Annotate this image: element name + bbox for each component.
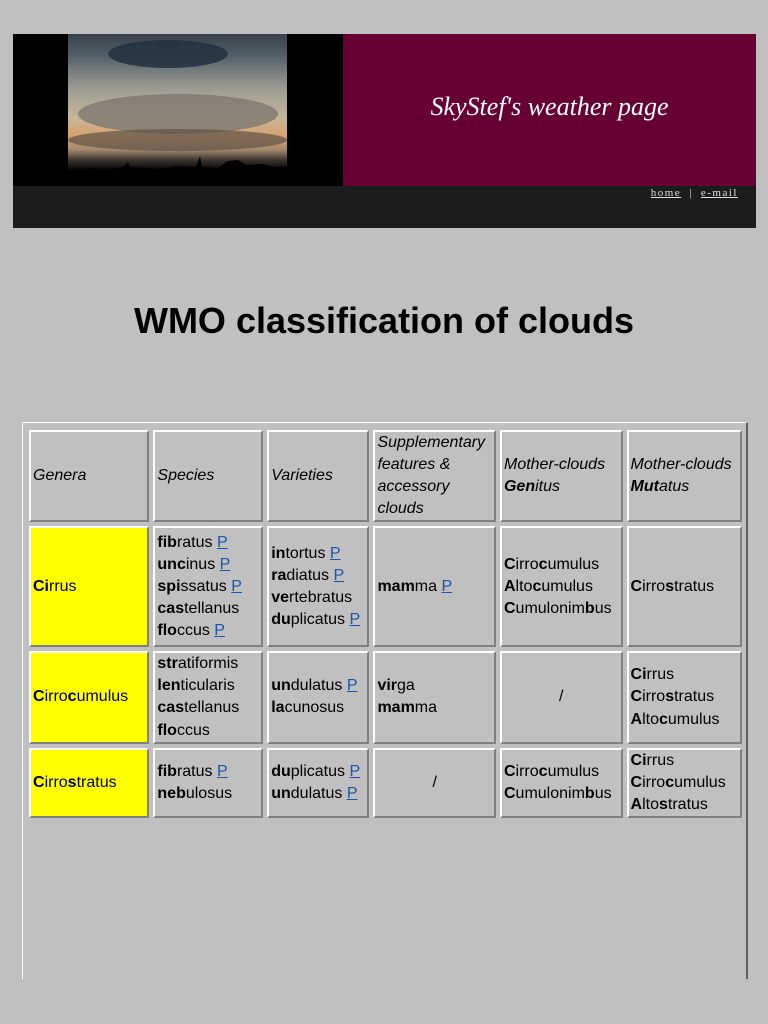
list-item: Cirrostratus bbox=[630, 577, 715, 595]
table-row-cirrocumulus bbox=[29, 651, 742, 743]
header-photo bbox=[68, 34, 287, 186]
list-item: lenticularis bbox=[157, 677, 235, 695]
list-item: Cirrostratus bbox=[630, 688, 715, 706]
nav-bar bbox=[13, 186, 756, 228]
mutatus-cell bbox=[627, 651, 742, 743]
list-item: castellanus bbox=[157, 599, 240, 617]
list-item: Cumulonimbus bbox=[503, 784, 612, 802]
genitus-cell: / bbox=[500, 651, 623, 743]
list-item: Cirrocumulus bbox=[630, 773, 726, 791]
list-item: Altocumulus bbox=[503, 577, 593, 595]
table-header-row bbox=[29, 430, 742, 522]
genitus-cell bbox=[500, 748, 623, 818]
list-item: undulatus P bbox=[271, 677, 358, 695]
list-item: Cumulonimbus bbox=[503, 599, 612, 617]
photo-link[interactable]: P bbox=[329, 544, 341, 562]
supplementary-cell bbox=[373, 651, 496, 743]
photo-link[interactable]: P bbox=[216, 762, 228, 780]
species-cell bbox=[153, 748, 263, 818]
list-item: floccus bbox=[157, 721, 210, 739]
header-mother-clouds-mutatus: Mother-clouds Mutatus bbox=[627, 430, 742, 522]
header-supplementary: Supplementary features & accessory clouds bbox=[373, 430, 496, 522]
photo-link[interactable]: P bbox=[349, 610, 361, 628]
list-item: Altocumulus bbox=[630, 710, 720, 728]
varieties-cell bbox=[267, 748, 369, 818]
photo-link[interactable]: P bbox=[231, 577, 242, 595]
table-row-cirrostratus bbox=[29, 748, 742, 818]
list-item: fibratus P bbox=[157, 533, 228, 551]
cloud-classification-table bbox=[25, 426, 746, 822]
list-item: Cirrocumulus bbox=[503, 555, 600, 573]
photo-link[interactable]: P bbox=[216, 533, 228, 551]
header-mother-clouds-genitus: Mother-clouds Genitus bbox=[500, 430, 623, 522]
supplementary-cell: / bbox=[373, 748, 496, 818]
photo-link[interactable]: P bbox=[333, 566, 345, 584]
list-item: mamma P bbox=[377, 577, 453, 595]
varieties-cell bbox=[267, 651, 369, 743]
species-cell bbox=[153, 526, 263, 647]
list-item: Altostratus bbox=[630, 795, 708, 813]
mutatus-cell bbox=[627, 526, 742, 647]
header-genera: Genera bbox=[29, 430, 149, 522]
nav-links bbox=[651, 187, 738, 199]
list-item: undulatus P bbox=[271, 784, 358, 802]
page-title: WMO classification of clouds bbox=[133, 300, 635, 341]
mutatus-cell bbox=[627, 748, 742, 818]
list-item: Cirrocumulus bbox=[503, 762, 600, 780]
list-item: Cirrus bbox=[630, 751, 675, 769]
genus-cirrus: Cirrus bbox=[29, 526, 149, 647]
list-item: radiatus P bbox=[271, 566, 345, 584]
nav-separator: | bbox=[689, 187, 693, 199]
list-item: Cirrus bbox=[630, 666, 675, 684]
city-skyline-silhouette bbox=[68, 34, 287, 186]
list-item: intortus P bbox=[271, 544, 341, 562]
list-item: mamma bbox=[377, 699, 438, 717]
photo-link[interactable]: P bbox=[346, 677, 358, 695]
supplementary-cell bbox=[373, 526, 496, 647]
photo-link[interactable]: P bbox=[214, 621, 225, 639]
list-item: vertebratus bbox=[271, 588, 353, 606]
list-item: stratiformis bbox=[157, 655, 239, 673]
site-title: SkyStef's weather page bbox=[430, 92, 669, 121]
list-item: duplicatus P bbox=[271, 762, 361, 780]
list-item: spissatus P bbox=[157, 577, 242, 595]
list-item: uncinus P bbox=[157, 555, 231, 573]
header-species: Species bbox=[153, 430, 263, 522]
list-item: castellanus bbox=[157, 699, 240, 717]
photo-link[interactable]: P bbox=[346, 784, 358, 802]
header-varieties: Varieties bbox=[267, 430, 369, 522]
list-item: virga bbox=[377, 677, 415, 695]
photo-link[interactable]: P bbox=[349, 762, 361, 780]
home-link[interactable]: home bbox=[650, 187, 682, 199]
varieties-cell bbox=[267, 526, 369, 647]
list-item: floccus P bbox=[157, 621, 225, 639]
photo-link[interactable]: P bbox=[441, 577, 453, 595]
list-item: duplicatus P bbox=[271, 610, 361, 628]
genus-cirrostratus: Cirrostratus bbox=[29, 748, 149, 818]
photo-link[interactable]: P bbox=[219, 555, 231, 573]
list-item: fibratus P bbox=[157, 762, 228, 780]
list-item: nebulosus bbox=[157, 784, 233, 802]
genus-cirrocumulus: Cirrocumulus bbox=[29, 651, 149, 743]
title-banner bbox=[343, 34, 756, 186]
genitus-cell bbox=[500, 526, 623, 647]
species-cell bbox=[153, 651, 263, 743]
table-frame bbox=[22, 422, 748, 979]
email-link[interactable]: e-mail bbox=[700, 187, 738, 199]
table-row-cirrus bbox=[29, 526, 742, 647]
list-item: lacunosus bbox=[271, 699, 345, 717]
site-header bbox=[13, 34, 756, 228]
